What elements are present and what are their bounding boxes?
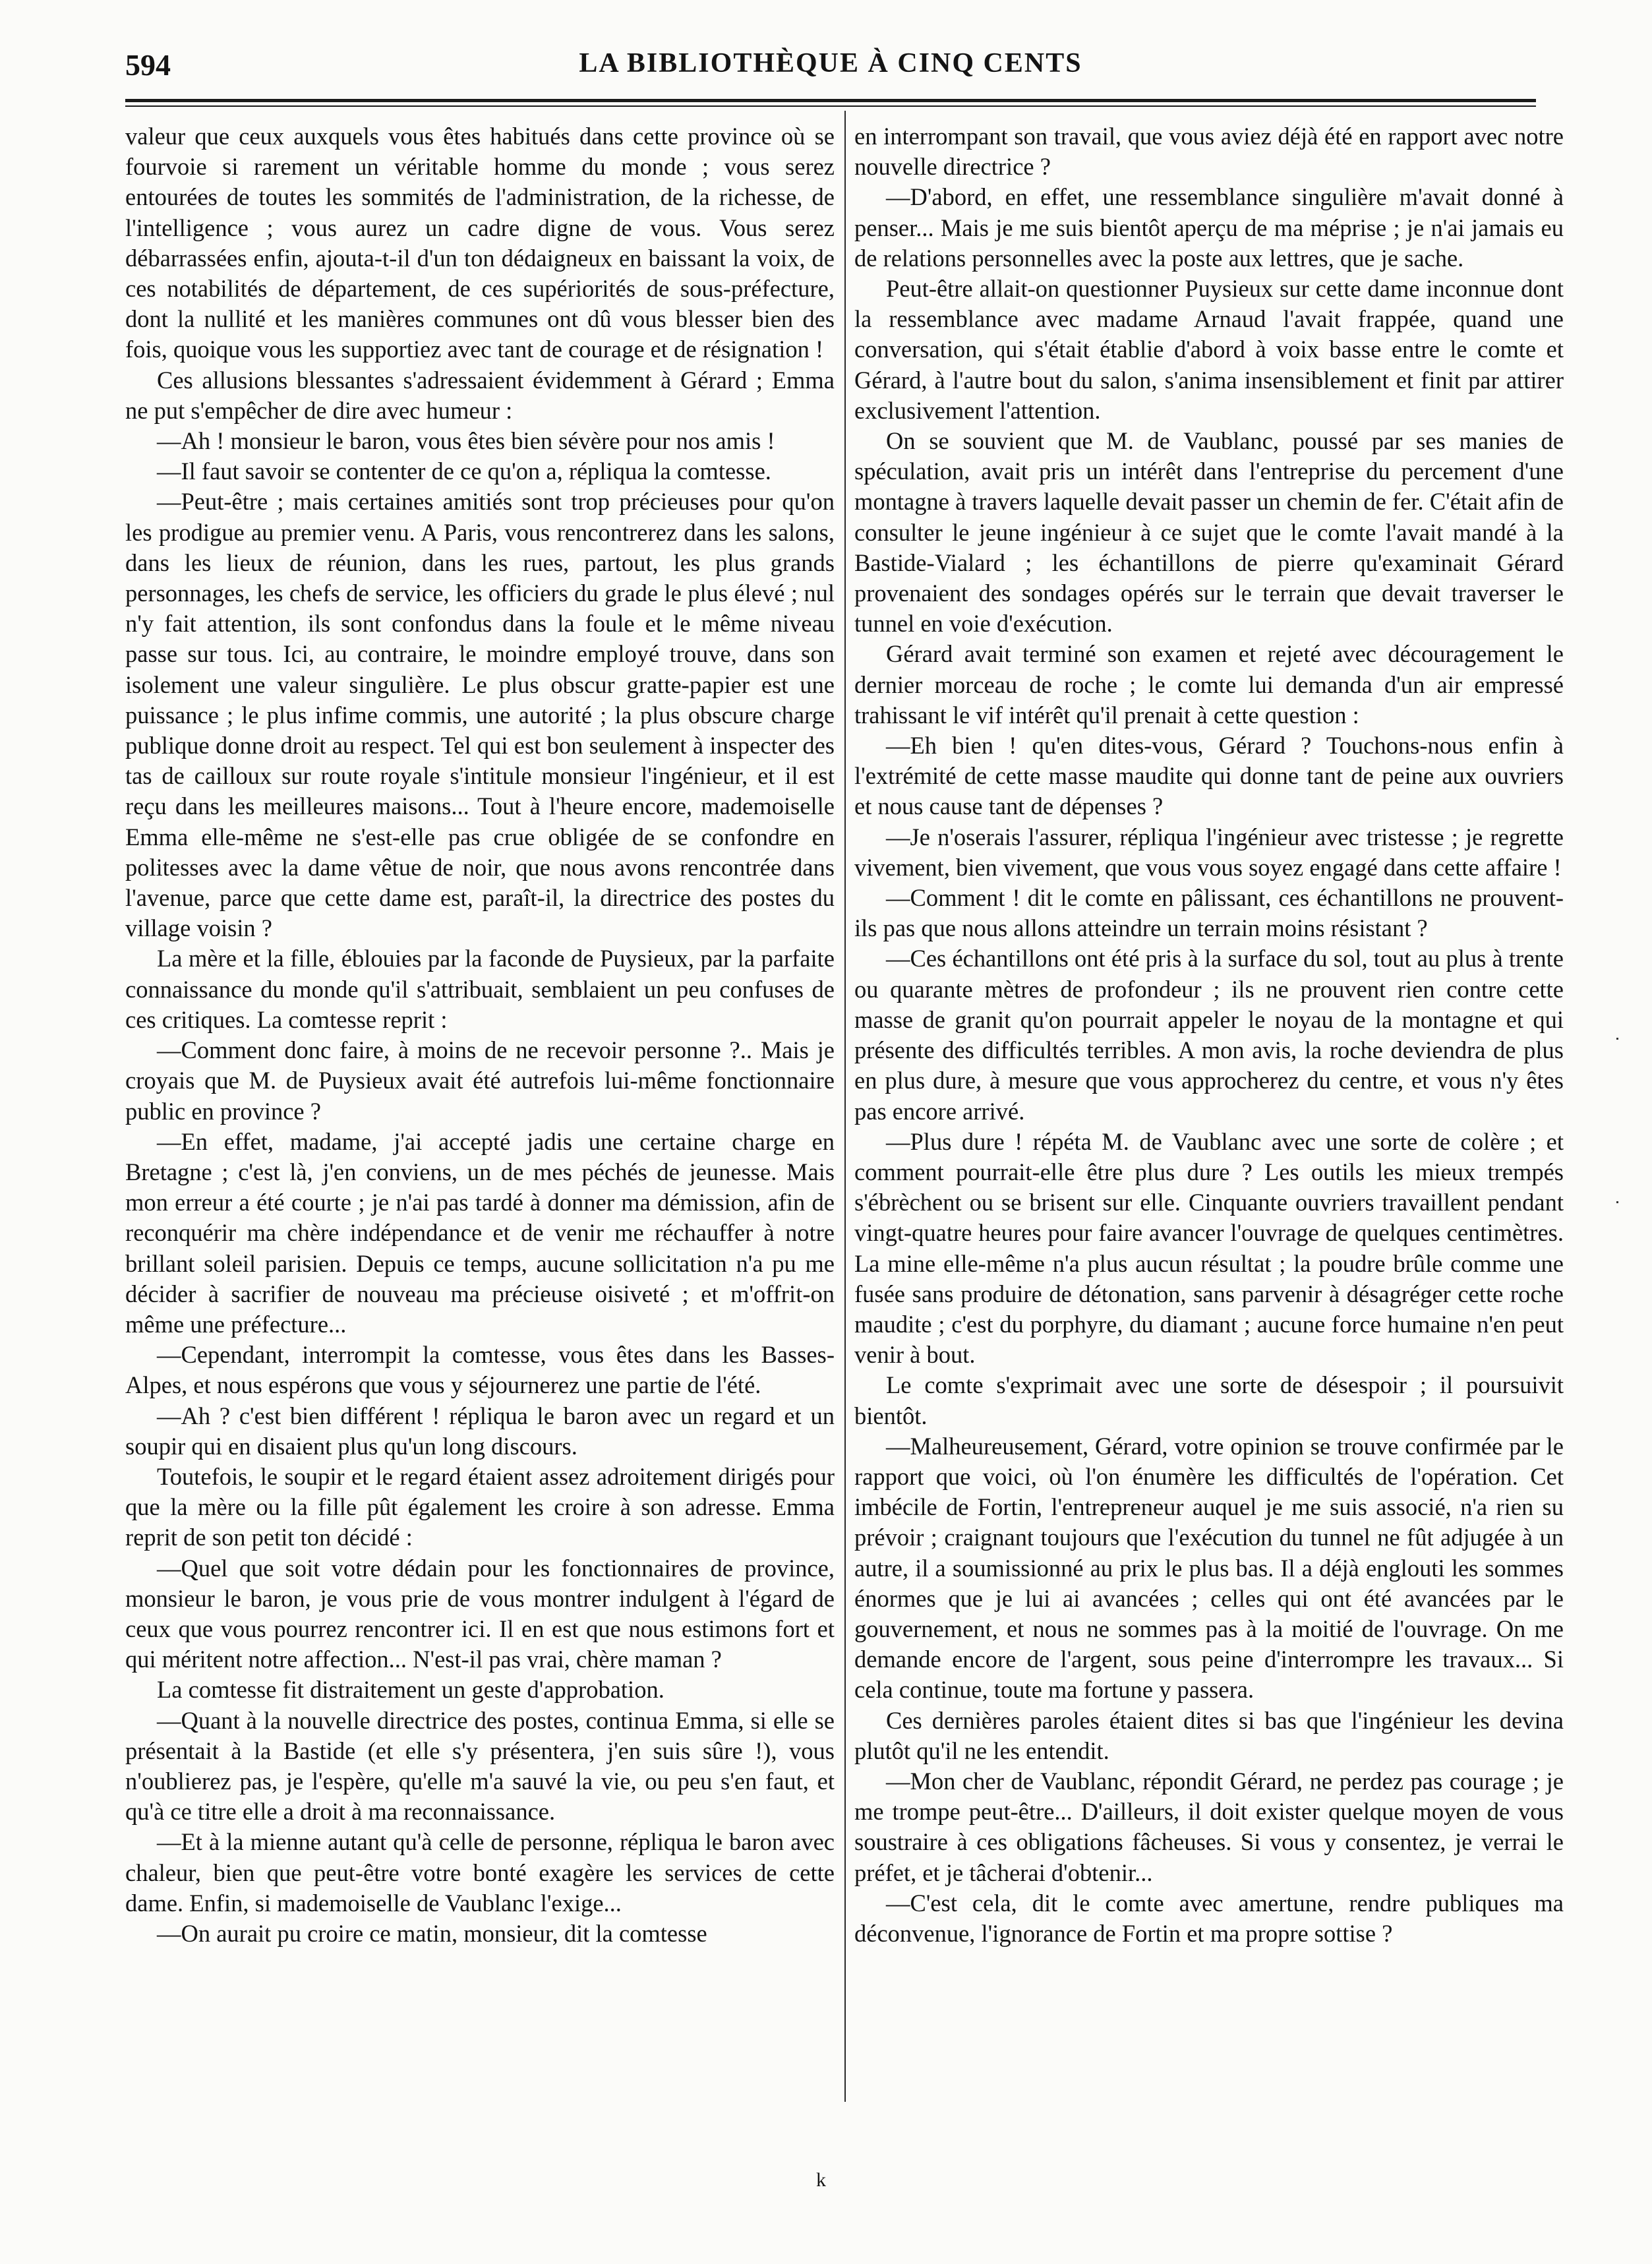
right-column [854, 121, 1564, 2099]
paragraph: —C'est cela, dit le comte avec amertune, rendre publiques ma déconvenue, l'ignorance de Fortin et ma propre sottise ? [854, 1889, 1564, 1947]
paragraph: Peut-être allait-on questionner Puysieux sur cette dame inconnue dont la ressemblance avec madame Arnaud l'avait frappée, quand une conversation, qui s'était établie d'abord à voix basse entre le comte et Gérard, à l'autre bout du salon, s'anima insensiblement et finit par attirer exclusivement l'attention. [854, 275, 1564, 424]
edge-speck [1616, 1038, 1618, 1040]
paragraph: On se souvient que M. de Vaublanc, poussé par ses manies de spéculation, avait pris un intérêt dans l'entreprise du percement d'une montagne à travers laquelle devait passer un chemin de fer. C'était afin de consulter le jeune ingénieur à ce sujet que le comte l'avait mandé à la Bastide-Vialard ; les échantillons de pierre qu'examinait Gérard provenaient des sondages opérés sur le terrain que devait traverser le tunnel en voie d'exécution. [854, 427, 1564, 638]
paragraph: —Comment donc faire, à moins de ne recevoir personne ?.. Mais je croyais que M. de Puysieux avait été autrefois lui-même fonctionnaire public en province ? [125, 1036, 835, 1125]
paragraph: Ces allusions blessantes s'adressaient évidemment à Gérard ; Emma ne put s'empêcher de dire avec humeur : [125, 366, 835, 424]
paragraph: en interrompant son travail, que vous aviez déjà été en rapport avec notre nouvelle directrice ? [854, 123, 1564, 181]
left-column [125, 121, 835, 2099]
paragraph: —Ah ! monsieur le baron, vous êtes bien sévère pour nos amis ! [157, 427, 775, 455]
paragraph: —Et à la mienne autant qu'à celle de personne, répliqua le baron avec chaleur, bien que peut-être votre bonté exagère les services de cette dame. Enfin, si mademoiselle de Vaublanc l'exige... [125, 1828, 835, 1917]
running-title: LA BIBLIOTHÈQUE À CINQ CENTS [579, 48, 1082, 78]
header-rule-thin [125, 105, 1536, 107]
header-rule-thick [125, 99, 1536, 102]
paragraph: —D'abord, en effet, une ressemblance singulière m'avait donné à penser... Mais je me suis bientôt aperçu de ma méprise ; je n'ai jamais eu de relations personnelles avec la poste aux lettres, que je sache. [854, 183, 1564, 272]
paragraph: La comtesse fit distraitement un geste d'approbation. [157, 1676, 664, 1704]
page-header [125, 41, 1536, 80]
paragraph: —Peut-être ; mais certaines amitiés sont trop précieuses pour qu'on les prodigue au premier venu. A Paris, vous rencontrerez dans les salons, dans les lieux de réunion, dans les rues, partout, les plus grands personnages, les chefs de service, les officiers du grade le plus élevé ; nul n'y fait attention, ils sont confondus dans la foule et le même niveau passe sur tous. Ici, au contraire, le moindre employé trouve, dans son isolement une valeur singulière. Le plus obscur gratte-papier est une puissance ; le plus infime commis, une autorité ; la plus obscure charge publique donne droit au respect. Tel qui est bon seulement à inspecter des tas de cailloux sur route royale s'intitule monsieur l'ingénieur, et il est reçu dans les meilleures maisons... Tout à l'heure encore, mademoiselle Emma elle-même ne s'est-elle pas crue obligée de se confondre en politesses avec la dame vêtue de noir, que nous avons rencontrée dans l'avenue, parce que cette dame est, paraît-il, la directrice des postes du village voisin ? [125, 488, 835, 942]
paragraph: —Je n'oserais l'assurer, répliqua l'ingénieur avec tristesse ; je regrette vivement, bien vivement, que vous vous soyez engagé dans cette affaire ! [854, 823, 1564, 881]
paragraph: —Plus dure ! répéta M. de Vaublanc avec une sorte de colère ; et comment pourrait-elle être plus dure ? Les outils les mieux trempés s'ébrèchent ou se brisent sur elle. Cinquante ouvriers travaillent pendant vingt-quatre heures pour faire avancer l'ouvrage de quelques centimètres. La mine elle-même n'a plus aucun résultat ; la poudre brûle comme une fusée sans produire de détonation, sans parvenir à désagréger cette roche maudite ; c'est du porphyre, du diamant ; aucune force humaine n'en peut venir à bout. [854, 1127, 1564, 1369]
paragraph: —Il faut savoir se contenter de ce qu'on a, répliqua la comtesse. [157, 458, 771, 485]
paragraph: —En effet, madame, j'ai accepté jadis une certaine charge en Bretagne ; c'est là, j'en conviens, un de mes péchés de jeunesse. Mais mon erreur a été courte ; je n'ai pas tardé à donner ma démission, afin de reconquérir ma chère indépendance et de venir me réchauffer à notre brillant soleil parisien. Depuis ce temps, aucune sollicitation n'a pu me décider à sacrifier de nouveau ma précieuse oisiveté ; et m'offrit-on même une préfecture... [125, 1127, 835, 1338]
paragraph: —Quant à la nouvelle directrice des postes, continua Emma, si elle se présentait à la Bastide (et elle s'y présentera, j'en suis sûre !), vous n'oublierez pas, je l'espère, qu'elle m'a sauvé la vie, ou peu s'en faut, et qu'à ce titre elle a droit à ma reconnaissance. [125, 1706, 835, 1826]
paragraph: —Malheureusement, Gérard, votre opinion se trouve confirmée par le rapport que voici, où l'on énumère les difficultés de l'opération. Cet imbécile de Fortin, l'entrepreneur auquel je me suis associé, n'a rien su prévoir ; craignant toujours que l'exécution du tunnel ne fût adjugée à un autre, il a soumissionné au prix le plus bas. Il a déjà englouti les sommes énormes que je lui ai avancées ; celles qui ont été avancées par le gouvernement, et nous ne sommes pas à la moitié de l'ouvrage. On me demande encore de l'argent, sous peine d'interrompre les travaux... Si cela continue, toute ma fortune y passera. [854, 1432, 1564, 1704]
paragraph: —Ah ? c'est bien différent ! répliqua le baron avec un regard et un soupir qui en disaient plus qu'un long discours. [125, 1402, 835, 1460]
paragraph: valeur que ceux auxquels vous êtes habitués dans cette province où se fourvoie si rarement un véritable homme du monde ; vous serez entourées de toutes les sommités de l'administration, de la richesse, de l'intelligence ; vous aurez un cadre digne de vous. Vous serez débarrassées enfin, ajouta-t-il d'un ton dédaigneux en baissant la voix, de ces notabilités de département, de ces supériorités de sous-préfecture, dont la nullité et les manières communes ont dû vous blesser bien des fois, quoique vous les supportiez avec tant de courage et de résignation ! [125, 123, 835, 363]
page-number: 594 [125, 48, 171, 82]
edge-speck [1616, 1201, 1618, 1203]
paragraph: —Quel que soit votre dédain pour les fonctionnaires de province, monsieur le baron, je vous prie de vous montrer indulgent à l'égard de ceux que vous pourrez rencontrer ici. Il en est que nous estimons fort et qui méritent notre affection... N'est-il pas vrai, chère maman ? [125, 1554, 835, 1673]
paragraph: —Eh bien ! qu'en dites-vous, Gérard ? Touchons-nous enfin à l'extrémité de cette masse maudite qui donne tant de peine aux ouvriers et nous cause tant de dépenses ? [854, 732, 1564, 820]
footer-mark: k [816, 2169, 826, 2191]
paragraph: Gérard avait terminé son examen et rejeté avec découragement le dernier morceau de roche ; le comte lui demanda d'un air empressé trahissant le vif intérêt qu'il prenait à cette question : [854, 640, 1564, 729]
column-divider [844, 111, 846, 2102]
paragraph: —Mon cher de Vaublanc, répondit Gérard, ne perdez pas courage ; je me trompe peut-être... D'ailleurs, il doit exister quelque moyen de vous soustraire à ces obligations fâcheuses. Si vous y consentez, je verrai le préfet, et je tâcherai d'obtenir... [854, 1767, 1564, 1886]
paragraph: Toutefois, le soupir et le regard étaient assez adroitement dirigés pour que la mère ou la fille pût également les croire à son adresse. Emma reprit de son petit ton décidé : [125, 1462, 835, 1551]
paragraph: —Comment ! dit le comte en pâlissant, ces échantillons ne prouvent-ils pas que nous allons atteindre un terrain moins résistant ? [854, 884, 1564, 942]
paragraph: —Cependant, interrompit la comtesse, vous êtes dans les Basses-Alpes, et nous espérons que vous y séjournerez une partie de l'été. [125, 1341, 835, 1399]
paragraph: —On aurait pu croire ce matin, monsieur, dit la comtesse [157, 1919, 707, 1947]
paragraph: La mère et la fille, éblouies par la faconde de Puysieux, par la parfaite connaissance du monde qu'il s'attribuait, semblaient un peu confuses de ces critiques. La comtesse reprit : [125, 945, 835, 1033]
paragraph: —Ces échantillons ont été pris à la surface du sol, tout au plus à trente ou quarante mètres de profondeur ; ils ne prouvent rien contre cette masse de granit qu'on pourrait appeler le noyau de la montagne et qui présente des difficultés terribles. A mon avis, la roche deviendra de plus en plus dure, à mesure que vous approcherez du centre, et vous n'y êtes pas encore arrivé. [854, 945, 1564, 1125]
paragraph: Ces dernières paroles étaient dites si bas que l'ingénieur les devina plutôt qu'il ne les entendit. [854, 1706, 1564, 1764]
paragraph: Le comte s'exprimait avec une sorte de désespoir ; il poursuivit bientôt. [854, 1371, 1564, 1429]
